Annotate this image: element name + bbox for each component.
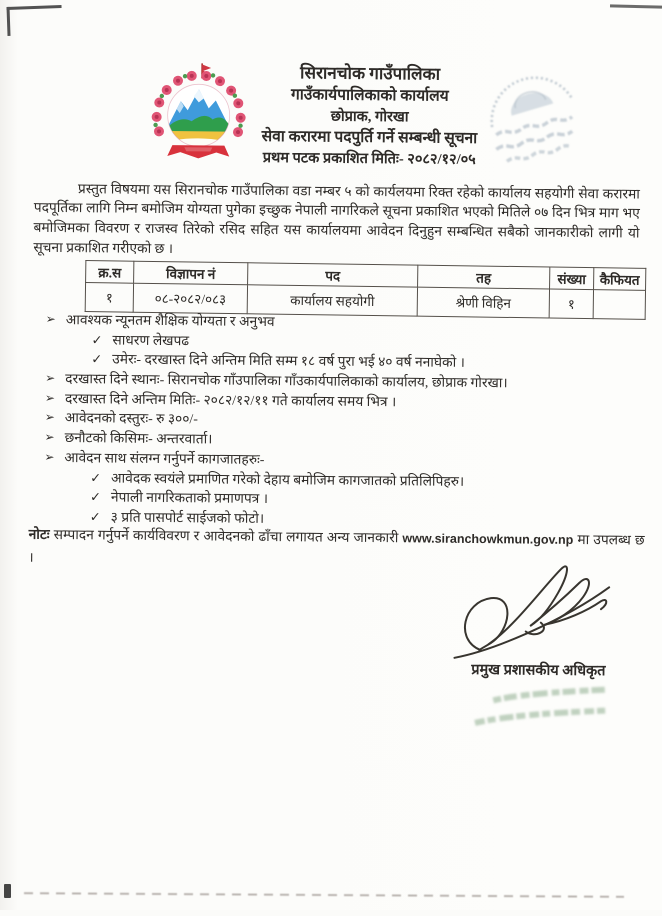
cell-post: कार्यालय सहयोगी xyxy=(247,285,417,316)
bullet-marker-icon: ➢ xyxy=(45,311,56,326)
list-item-text: दरखास्त दिने अन्तिम मितिः- २०८२/१२/११ गते कार्यालय समय भित्र । xyxy=(64,390,397,409)
bullet-marker-icon: ✓ xyxy=(90,469,102,485)
website-url: www.siranchowkmun.gov.np xyxy=(402,531,574,547)
bullet-marker-icon: ➢ xyxy=(44,449,55,464)
list-item-text: छनौटको किसिमः- अन्तरवार्ता। xyxy=(64,430,213,447)
list-item-text: ३ प्रति पासपोर्ट साईजको फोटो। xyxy=(110,509,265,526)
official-round-stamp-icon xyxy=(454,41,611,198)
ink-name-stamp-icon xyxy=(458,678,625,737)
table-header-cell: विज्ञापन नं xyxy=(134,261,248,285)
list-item-text: आवेदन साथ संलग्न गर्नुपर्ने कागजातहरुः- xyxy=(64,449,265,467)
list-item-text: आवेदक स्वयंले प्रमाणित गरेको देहाय बमोजिम कागजातको प्रतिलिपिहरु। xyxy=(111,470,465,489)
header-published-date: प्रथम पटक प्रकाशित मितिः- २०८२/१२/०५ xyxy=(262,149,476,168)
cell-advert-no: ०८-२०८२/०८३ xyxy=(133,283,247,314)
header-address: छोप्राक, गोरखा xyxy=(330,108,409,125)
bullet-marker-icon: ✓ xyxy=(91,351,103,367)
signatory-title: प्रमुख प्रशासकीय अधिकृत xyxy=(471,661,606,680)
list-item-text: आवेदनको दस्तुरः- रु ३००/- xyxy=(64,410,198,427)
signature-scribble-icon xyxy=(440,558,631,664)
bullet-marker-icon: ✓ xyxy=(89,489,101,505)
note-text: सम्पादन गर्नुपर्ने कार्यविवरण र आवेदनको ढाँचा लगायत अन्य जानकारी xyxy=(53,526,399,546)
header-notice-title: सेवा करारमा पदपुर्ति गर्ने सम्बन्धी सूचना xyxy=(261,127,478,148)
bullet-marker-icon: ✓ xyxy=(91,332,103,348)
cell-serial: १ xyxy=(85,283,133,313)
table-header-cell: क्र.स xyxy=(86,261,134,284)
table-header-cell: तह xyxy=(418,265,550,289)
cell-level: श्रेणी विहिन xyxy=(417,287,549,318)
header-office-name: गाउँकार्यपालिकाको कार्यालय xyxy=(290,86,449,105)
table-header-cell: संख्या xyxy=(550,267,594,290)
bullet-marker-icon: ➢ xyxy=(44,410,55,425)
list-item-text: दरखास्त दिने स्थानः- सिरानचोक गाँउपालिका गाँउकार्यपालिकाको कार्यालय, छोप्राक गोरखा। xyxy=(65,371,508,391)
requirements-list xyxy=(40,310,644,532)
cell-quantity: १ xyxy=(549,289,593,319)
list-item-text: नेपाली नागरिकताको प्रमाणपत्र । xyxy=(110,489,269,507)
list-item-text: साधरण लेखपढ xyxy=(112,332,190,348)
list-item-text: उमेरः- दरखास्त दिने अन्तिम मिति सम्म १८ वर्ष पुरा भई ४० वर्ष ननाघेको । xyxy=(112,351,465,371)
table-header-cell: पद xyxy=(248,263,418,287)
note-label: नोटः xyxy=(28,526,50,542)
list-item-text: आवश्यक न्यूनतम शैक्षिक योग्यता र अनुभव xyxy=(65,312,275,330)
header-municipality-name: सिरानचोक गाउँपालिका xyxy=(300,63,441,84)
table-header-cell: कैफियत xyxy=(594,268,646,291)
bullet-marker-icon: ✓ xyxy=(89,509,101,525)
bullet-marker-icon: ➢ xyxy=(44,429,55,445)
bullet-marker-icon: ➢ xyxy=(45,370,56,386)
notice-body-paragraph: प्रस्तुत विषयमा यस सिरानचोक गाउँपालिका वडा नम्बर ५ को कार्यलयमा रिक्त रहेको कार्यालय सहयोगी सेवा करारमा पदपूर्तिका लागि निम्न बमोजिम योग्यता पुगेका इच्छुक नेपाली नागरिकले सूचना प्रकाशित भएको मितिले ०७ दिन भित्र माग भए बमोजिमका विवरण र राजस्व तिरेको रसिद सहित यस कार्यालयमा आवेदन दिनुहुन सम्बन्धित सबैको जानकारीको लागी यो सूचना प्रकाशित गरीएको छ । xyxy=(33,180,641,256)
note-suffix: मा उपलब्ध छ । xyxy=(28,531,645,565)
bullet-marker-icon: ➢ xyxy=(44,390,56,405)
